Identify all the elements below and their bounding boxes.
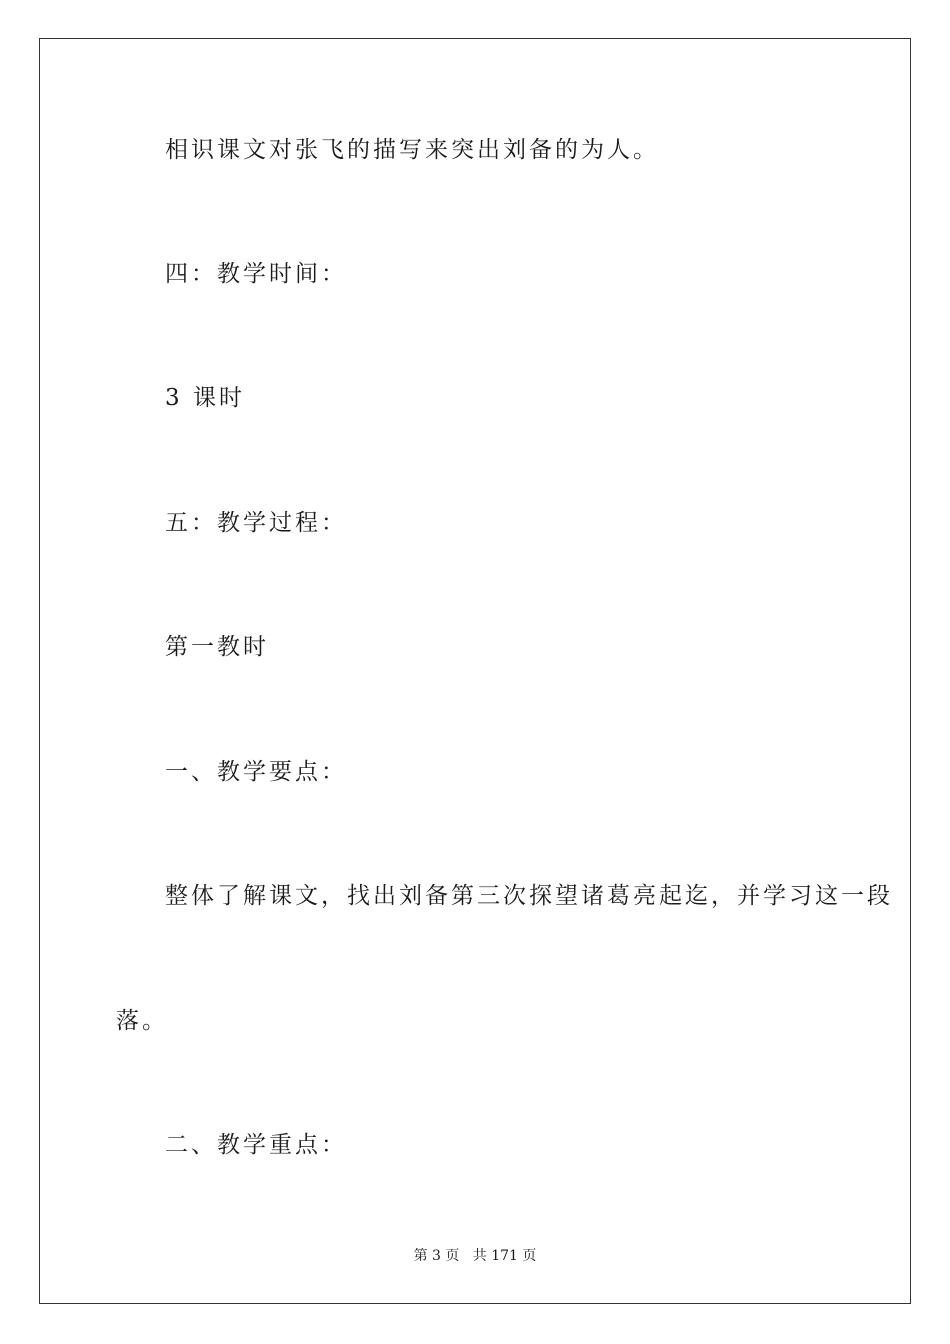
section-heading-teaching-process: 五：教学过程： <box>165 510 347 536</box>
text-line: 相识课文对张飞的描写来突出刘备的为人。 <box>165 137 659 163</box>
text-line: 3 课时 <box>165 385 245 411</box>
page-number-footer: 第 3 页 共 171 页 <box>413 1248 537 1264</box>
subheading-first-lesson: 第一教时 <box>165 634 269 660</box>
text-line: 整体了解课文，找出刘备第三次探望诸葛亮起迄，并学习这一段 <box>165 883 893 909</box>
section-heading-teaching-time: 四：教学时间： <box>165 261 347 287</box>
section-heading-key-points: 一、教学要点： <box>165 759 347 785</box>
section-heading-focus: 二、教学重点： <box>165 1132 347 1158</box>
text-line-continuation: 落。 <box>116 1008 168 1034</box>
page-border <box>39 38 911 1304</box>
